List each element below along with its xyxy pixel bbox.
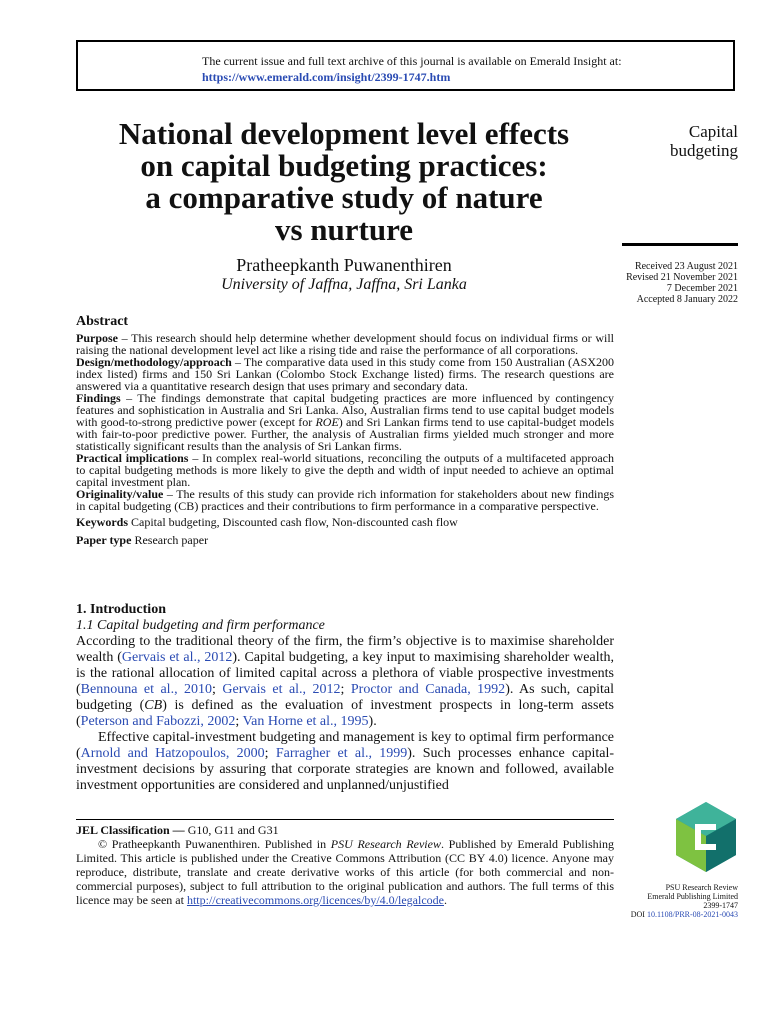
publisher-doi: DOI 10.1108/PRR-08-2021-0043 <box>630 910 738 919</box>
intro-paragraph-2: Effective capital-investment budgeting and management is key to optimal firm performance (Arnold and Hatzopoulos, 2000; Farragher et al., 1999). Such processes enhance capital-investment decisions by assuring that corporate strategies are known and followed, available investment opportunities are considered and unplanned/unjustified <box>76 730 615 793</box>
abstract-findings: Findings – The findings demonstrate that capital budgeting practices are more influenced by contingency features and sophistication in Australia and Sri Lanka. Also, Australian firms tend to use capital budget models with good-to-strong predictive power (except for ROE) and Sri Lankan firms tend to use capital-budget models with fair-to-poor predictive power. Further, the analysis of Australian firms yielded much stronger and more statistically significant results than the analysis of Sri Lankan firms. <box>76 391 614 453</box>
citation-link[interactable]: Gervais et al., 2012 <box>222 682 341 697</box>
intro-paragraph-1: According to the traditional theory of the firm, the firm’s objective is to maximise shareholder wealth (Gervais et al., 2012). Capital budgeting, a key input to maximising shareholder wealth, is the rational allocation of limited capital across a plethora of viable prospective investments (Bennouna et al., 2010; Gervais et al., 2012; Proctor and Canada, 1992). As such, capital budgeting (CB) is defined as the evaluation of investment prospects in long-term assets (Peterson and Fabozzi, 2002; Van Horne et al., 1995). <box>76 634 614 729</box>
citation-link[interactable]: Bennouna et al., 2010 <box>80 682 213 697</box>
author-block <box>76 255 612 295</box>
author-name: Pratheepkanth Puwanenthiren <box>236 255 452 275</box>
abstract-practical: Practical implications – In complex real-world situations, reconciling the outputs of a multifaceted approach to capital budgeting methods is more likely to give the depth and width of input needed to achieve an optimal capital investment plan. <box>76 451 614 489</box>
citation-link[interactable]: Farragher et al., 1999 <box>275 746 408 761</box>
date-revised-2: 7 December 2021 <box>666 283 738 294</box>
design-label: Design/methodology/approach <box>76 355 232 369</box>
paper-type: Paper type Research paper <box>76 533 209 547</box>
citation-link[interactable]: Arnold and Hatzopoulos, 2000 <box>80 746 265 761</box>
license-note: © Pratheepkanth Puwanenthiren. Published in PSU Research Review. Published by Emerald Publishing Limited. This article is published under the Creative Commons Attribution (CC BY 4.0) licence. Anyone may reproduce, distribute, translate and create derivative works of this article (for both commercial and non-commercial purposes), subject to full attribution to the original publication and authors. The full terms of this licence may be seen at http://creativecommons.org/licences/by/4.0/legalcode. <box>76 837 614 907</box>
citation-link[interactable]: Van Horne et al., 1995 <box>242 714 369 729</box>
findings-label: Findings <box>76 391 121 405</box>
introduction <box>76 602 614 794</box>
abstract-originality: Originality/value – The results of this study can provide rich information for stakeholders about new findings in capital budgeting (CB) practices and their contributions to firm performance in a comparative perspective. <box>76 487 614 513</box>
date-received: Received 23 August 2021 <box>634 261 738 272</box>
license-link[interactable]: http://creativecommons.org/licences/by/4.0/legalcode <box>186 893 444 907</box>
abstract <box>76 313 614 548</box>
publisher-info <box>600 883 738 919</box>
subsection-heading: 1.1 Capital budgeting and firm performance <box>76 618 325 633</box>
access-note: The current issue and full text archive of this journal is available on Emerald Insight at: <box>202 54 622 68</box>
publisher-issn: 2399-1747 <box>703 901 738 910</box>
abstract-heading: Abstract <box>76 314 129 329</box>
title-line-1: National development level effects <box>118 116 570 151</box>
running-head-line-1: Capital <box>688 122 738 141</box>
footer-notes <box>76 823 614 907</box>
publisher-name: Emerald Publishing Limited <box>647 892 738 901</box>
keywords: Keywords Capital budgeting, Discounted cash flow, Non-discounted cash flow <box>76 515 458 529</box>
author-affiliation: University of Jaffna, Jaffna, Sri Lanka <box>221 276 467 293</box>
title-line-4: vs nurture <box>274 212 414 247</box>
running-head <box>620 122 738 160</box>
title-line-3: a comparative study of nature <box>145 180 543 215</box>
journal-access-box <box>76 40 735 91</box>
article-dates <box>600 261 738 305</box>
paper-type-label: Paper type <box>76 533 132 547</box>
practical-label: Practical implications <box>76 451 189 465</box>
doi-link[interactable]: 10.1108/PRR-08-2021-0043 <box>646 910 738 919</box>
title-line-2: on capital budgeting practices: <box>140 148 548 183</box>
keywords-label: Keywords <box>76 515 128 529</box>
citation-link[interactable]: Proctor and Canada, 1992 <box>350 682 506 697</box>
citation-link[interactable]: Peterson and Fabozzi, 2002 <box>80 714 236 729</box>
footer-rule <box>76 819 614 820</box>
date-revised-1: Revised 21 November 2021 <box>626 272 738 283</box>
citation-link[interactable]: Gervais et al., 2012 <box>121 650 233 665</box>
date-accepted: Accepted 8 January 2022 <box>636 294 738 305</box>
section-heading: 1. Introduction <box>76 602 166 617</box>
journal-logo-icon <box>674 800 738 874</box>
originality-label: Originality/value <box>76 487 164 501</box>
jel-classification: JEL Classification — G10, G11 and G31 <box>76 823 279 837</box>
abstract-purpose: Purpose – This research should help determine whether development should focus on individual firms or will raising the national development level act like a rising tide and raise the performance of all corporations. <box>76 331 614 357</box>
article-title <box>76 118 612 246</box>
purpose-label: Purpose <box>76 331 118 345</box>
abstract-design: Design/methodology/approach – The comparative data used in this study come from 150 Australian (ASX200 index listed) firms and 150 Sri Lankan (Colombo Stock Exchange listed) firms. The research questions are answered via a quantitative research design that uses primary and secondary data. <box>76 355 614 393</box>
running-head-line-2: budgeting <box>670 141 738 160</box>
margin-rule <box>622 243 738 246</box>
publisher-journal: PSU Research Review <box>665 883 738 892</box>
journal-url-link[interactable]: https://www.emerald.com/insight/2399-1747.htm <box>202 70 451 84</box>
